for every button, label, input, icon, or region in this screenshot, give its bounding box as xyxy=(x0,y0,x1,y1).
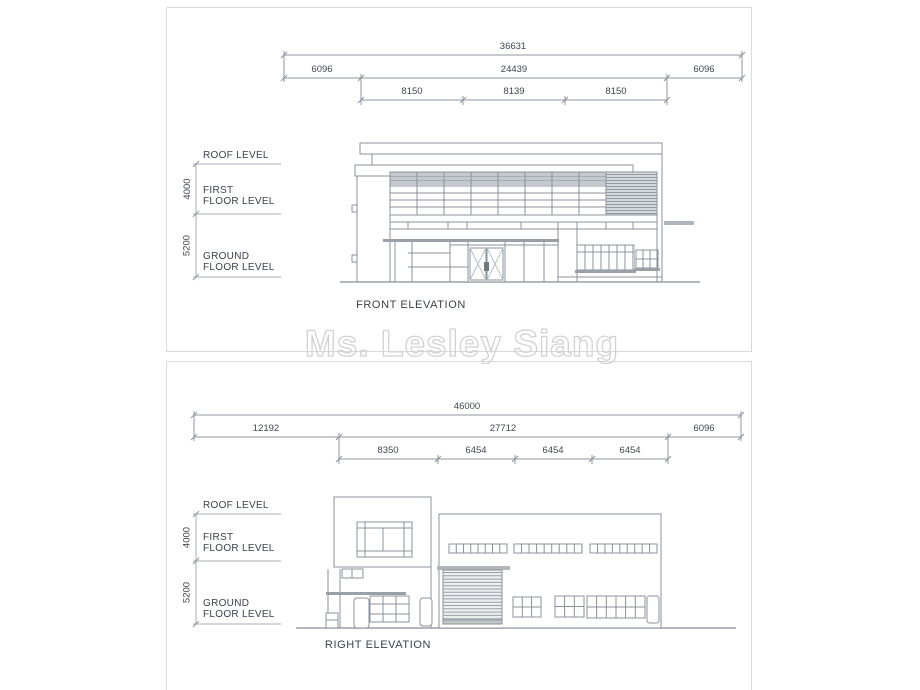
office-door-left xyxy=(354,598,369,628)
front-ground-level-label-2: FLOOR LEVEL xyxy=(203,262,275,273)
dim-front-bay1: 8150 xyxy=(401,86,423,97)
right-elevation-sheet xyxy=(167,362,752,690)
dim-front-bay3: 8150 xyxy=(605,86,627,97)
roller-shutter-door xyxy=(437,566,510,624)
entrance-canopy xyxy=(383,239,559,242)
office-door-right xyxy=(420,598,432,626)
office-canopy xyxy=(326,592,406,595)
right-roof-level-label: ROOF LEVEL xyxy=(203,500,269,511)
entrance-door xyxy=(468,245,505,282)
dim-front-mid: 24439 xyxy=(500,64,528,75)
dim-front-bay2: 8139 xyxy=(503,86,525,97)
dim-front-total: 36631 xyxy=(499,41,527,52)
right-lower-height-dim: 5200 xyxy=(181,581,193,604)
side-canopy xyxy=(664,221,694,225)
warehouse-lower-windows xyxy=(513,596,645,618)
dim-right-mid: 27712 xyxy=(489,423,517,434)
door-handle xyxy=(484,262,489,271)
dim-right-bay1: 8350 xyxy=(377,445,399,456)
dim-right-bay4: 6454 xyxy=(619,445,641,456)
front-roof-level-label: ROOF LEVEL xyxy=(203,150,269,161)
dim-front-left: 6096 xyxy=(311,64,333,75)
front-elevation-sheet xyxy=(167,8,752,352)
right-ground-level-label-2: FLOOR LEVEL xyxy=(203,609,275,620)
front-lower-height-dim: 5200 xyxy=(181,234,193,257)
front-upper-height-dim: 4000 xyxy=(182,178,193,200)
front-first-level-label-2: FLOOR LEVEL xyxy=(203,196,275,207)
ribbon-windows xyxy=(449,544,657,553)
dim-right-left: 12192 xyxy=(252,423,280,434)
right-elevation-title: RIGHT ELEVATION xyxy=(324,639,432,651)
dim-right-bay2: 6454 xyxy=(465,445,487,456)
right-upper-height-dim: 4000 xyxy=(181,526,193,549)
right-first-level-label-2: FLOOR LEVEL xyxy=(203,543,275,554)
louver-panel xyxy=(606,172,657,215)
dim-right-total: 46000 xyxy=(453,401,481,412)
front-first-level-label-1: FIRST xyxy=(203,185,234,196)
front-elevation-title: FRONT ELEVATION xyxy=(356,299,466,311)
right-ground-level-label-1: GROUND xyxy=(203,598,250,609)
dim-right-right: 6096 xyxy=(693,423,715,434)
roof-slab xyxy=(360,143,662,154)
watermark-text: Ms. Lesley Siang xyxy=(304,323,620,364)
dim-front-right: 6096 xyxy=(693,64,715,75)
dim-right-bay3: 6454 xyxy=(542,445,564,456)
warehouse-side-door xyxy=(647,596,659,623)
front-ground-level-label-1: GROUND xyxy=(203,251,250,262)
right-first-level-label-1: FIRST xyxy=(203,532,234,543)
